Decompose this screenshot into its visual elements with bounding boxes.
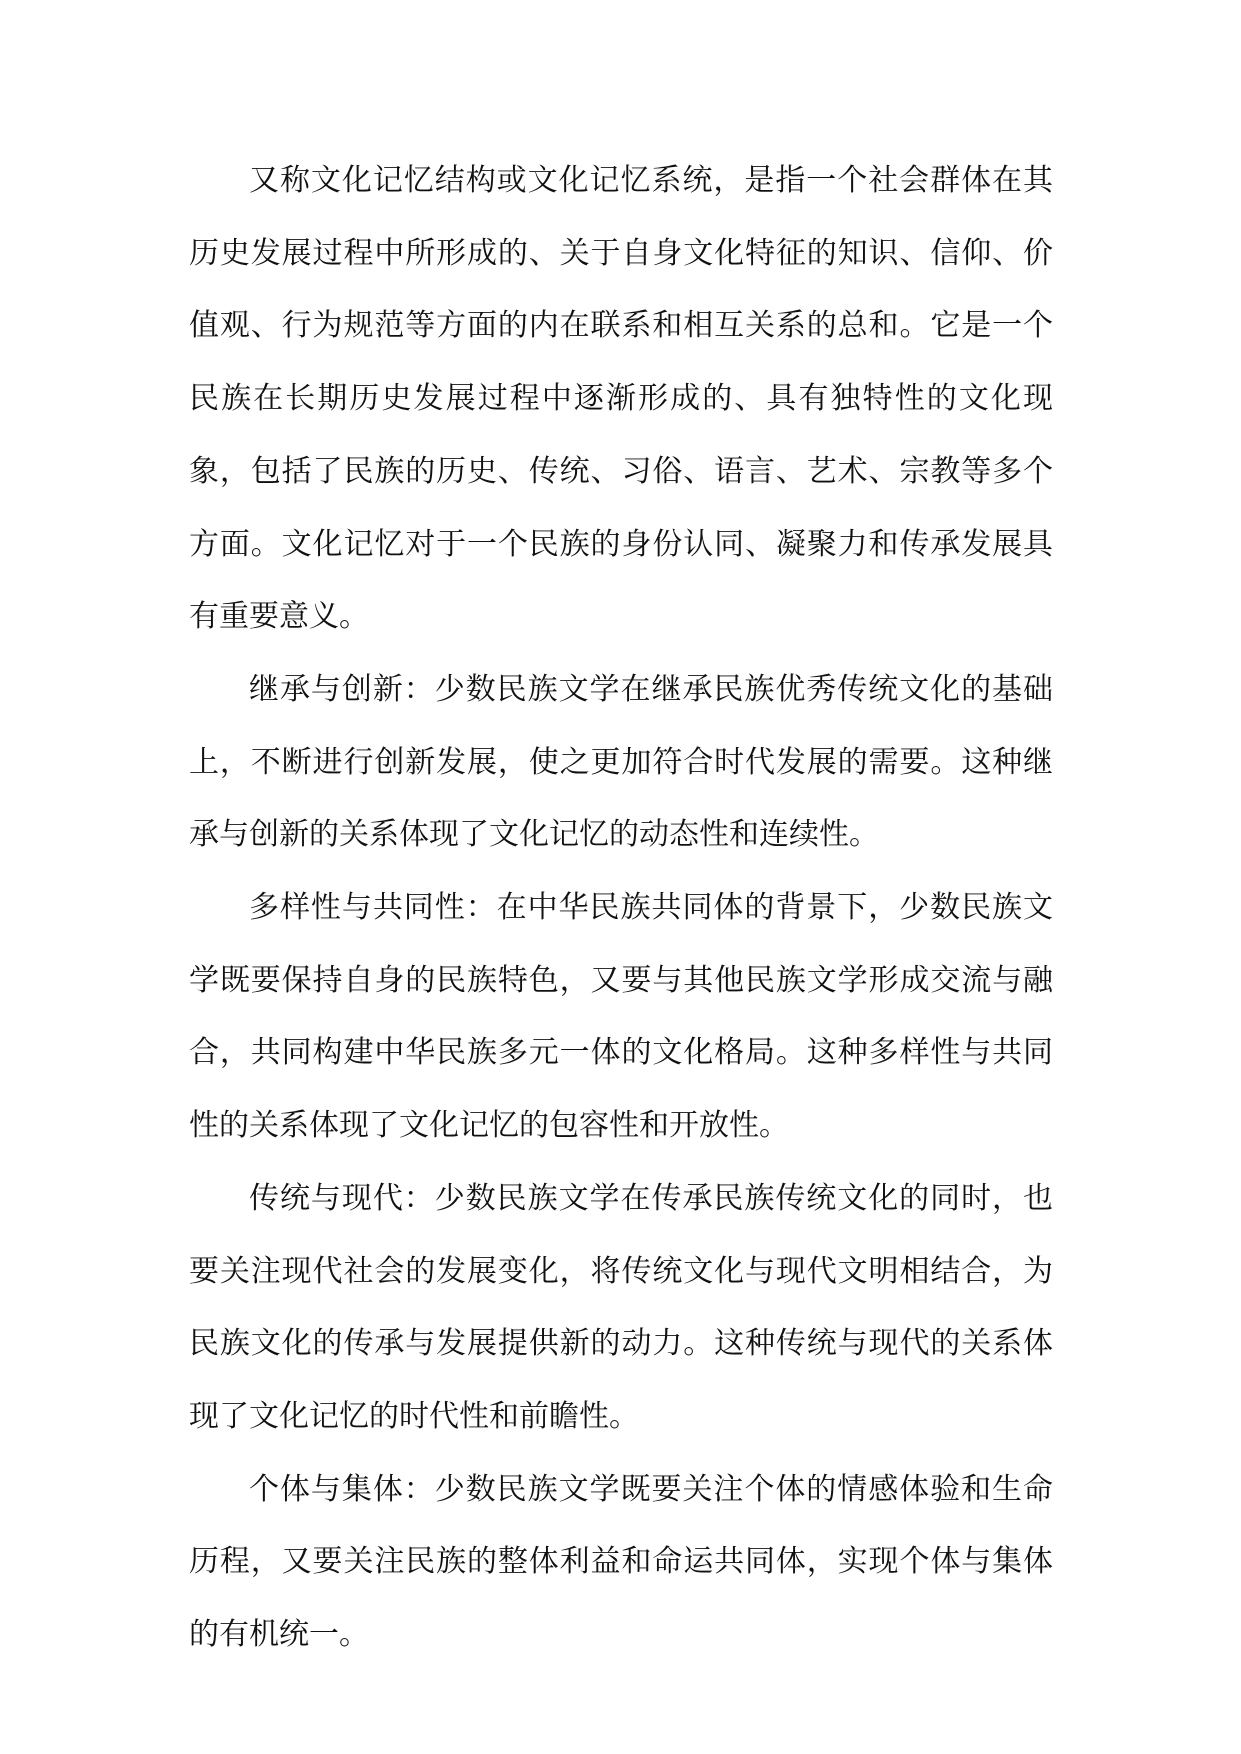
paragraph-tradition-modernity: 传统与现代：少数民族文学在传承民族传统文化的同时，也要关注现代社会的发展变化，将传统文化与现代文明相结合，为民族文化的传承与发展提供新的动力。这种传统与现代的关系体现了文化记忆的时代性和前瞻性。 [189,1180,1053,1434]
paragraph-individual-collective: 个体与集体：少数民族文学既要关注个体的情感体验和生命历程，又要关注民族的整体利益和命运共同体，实现个体与集体的有机统一。 [189,1471,1053,1653]
paragraph-diversity-commonality: 多样性与共同性：在中华民族共同体的背景下，少数民族文学既要保持自身的民族特色，又要与其他民族文学形成交流与融合，共同构建中华民族多元一体的文化格局。这种多样性与共同性的关系体现了文化记忆的包容性和开放性。 [189,890,1053,1144]
document-body [189,145,1053,1672]
paragraph-inheritance-innovation: 继承与创新：少数民族文学在继承民族优秀传统文化的基础上，不断进行创新发展，使之更加符合时代发展的需要。这种继承与创新的关系体现了文化记忆的动态性和连续性。 [189,671,1053,853]
paragraph-cultural-memory-definition: 又称文化记忆结构或文化记忆系统，是指一个社会群体在其历史发展过程中所形成的、关于自身文化特征的知识、信仰、价值观、行为规范等方面的内在联系和相互关系的总和。它是一个民族在长期历史发展过程中逐渐形成的、具有独特性的文化现象，包括了民族的历史、传统、习俗、语言、艺术、宗教等多个方面。文化记忆对于一个民族的身份认同、凝聚力和传承发展具有重要意义。 [189,163,1053,635]
